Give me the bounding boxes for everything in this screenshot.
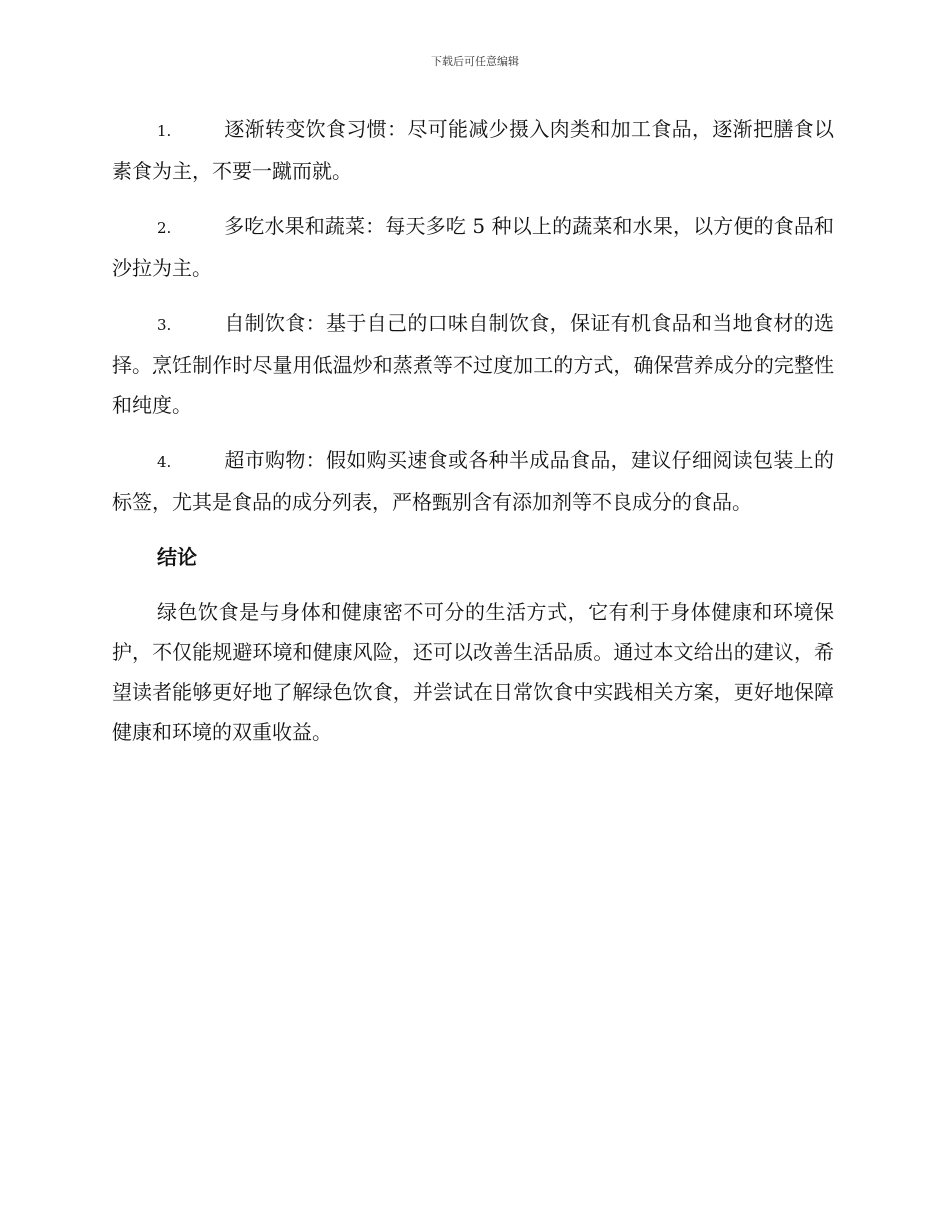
list-item-2 bbox=[112, 206, 834, 288]
list-item-text: 逐渐转变饮食习惯：尽可能减少摄入肉类和加工食品，逐渐把膳食以素食为主，不要一蹴而就。 bbox=[112, 117, 834, 183]
list-item-text: 超市购物：假如购买速食或各种半成品食品，建议仔细阅读包装上的标签，尤其是食品的成分列表，严格甄别含有添加剂等不良成分的食品。 bbox=[112, 448, 834, 514]
document-body bbox=[112, 109, 834, 752]
list-item-4 bbox=[112, 440, 834, 522]
conclusion-paragraph: 绿色饮食是与身体和健康密不可分的生活方式，它有利于身体健康和环境保护，不仅能规避环境和健康风险，还可以改善生活品质。通过本文给出的建议，希望读者能够更好地了解绿色饮食，并尝试在日常饮食中实践相关方案，更好地保障健康和环境的双重收益。 bbox=[112, 600, 834, 744]
list-item-text: 自制饮食：基于自己的口味自制饮食，保证有机食品和当地食材的选择。烹饪制作时尽量用低温炒和蒸煮等不过度加工的方式，确保营养成分的完整性和纯度。 bbox=[112, 311, 834, 417]
list-item-1 bbox=[112, 109, 834, 191]
list-item-3 bbox=[112, 303, 834, 425]
list-item-number: 3. bbox=[157, 316, 172, 334]
list-item-text: 多吃水果和蔬菜：每天多吃 5 种以上的蔬菜和水果，以方便的食品和沙拉为主。 bbox=[112, 214, 834, 280]
list-item-number: 2. bbox=[157, 219, 172, 237]
conclusion-heading: 结论 bbox=[157, 545, 197, 569]
list-item-number: 1. bbox=[157, 122, 172, 140]
page-header: 下载后可任意编辑 bbox=[431, 55, 519, 68]
list-item-number: 4. bbox=[157, 453, 172, 471]
